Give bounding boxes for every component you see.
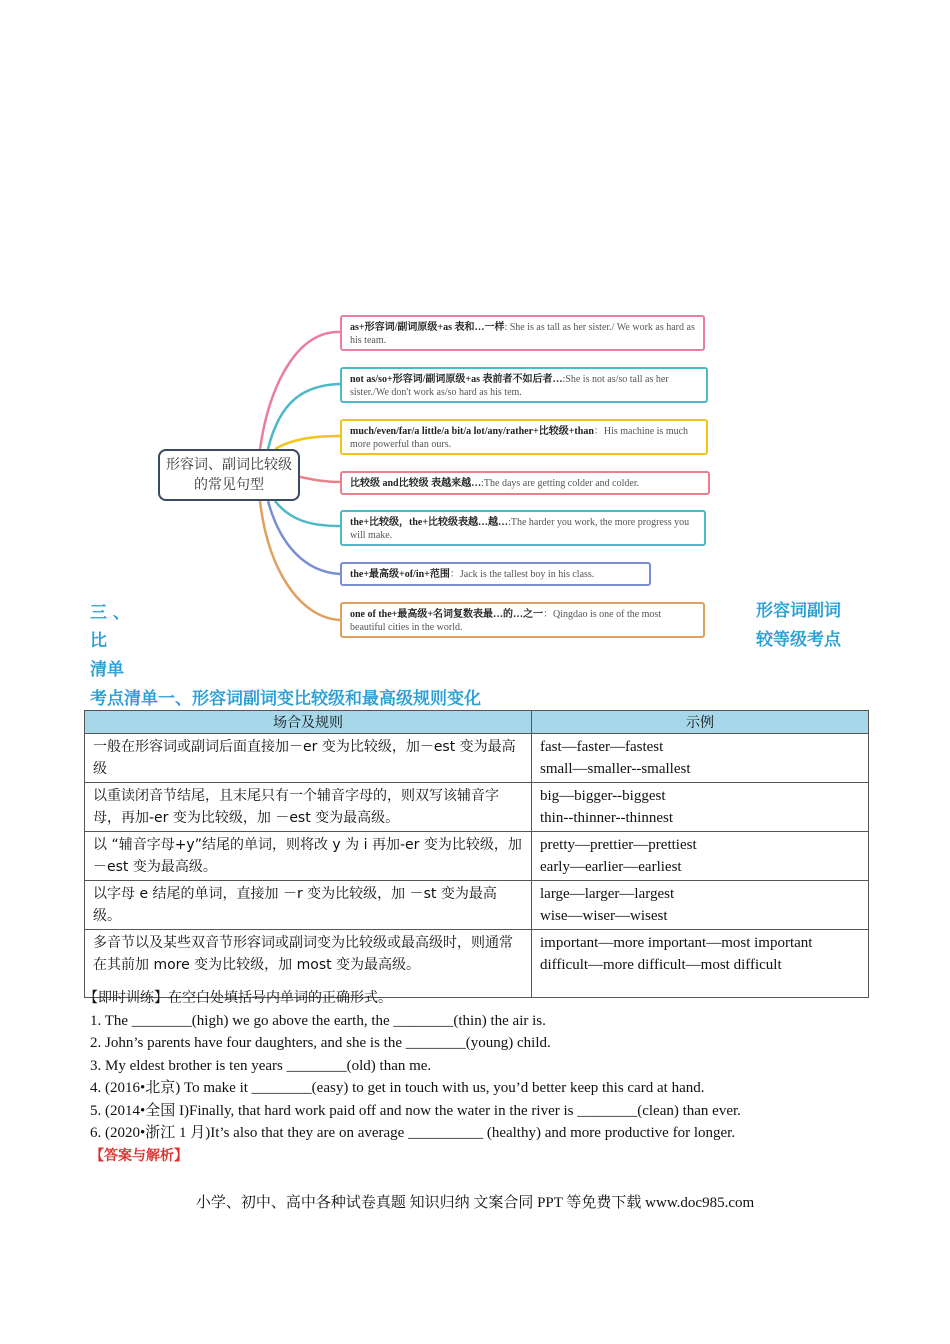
- practice-section: [84, 987, 890, 1167]
- branch-example: ：His machine is much more powerful than ours.: [350, 426, 689, 450]
- practice-item: 1. The ________(high) we go above the earth, the ________(thin) the air is.: [90, 1012, 546, 1029]
- mindmap-branch: [340, 510, 706, 546]
- example-line: thin--thinner--thinnest: [540, 810, 674, 826]
- example-line: wise—wiser—wisest: [540, 908, 668, 924]
- rule-cell: 多音节以及某些双音节形容词或副词变为比较级或最高级时，则通常在其前加 more 变为比较级，加 most 变为最高级。: [85, 930, 532, 998]
- branch-pattern: as+形容词/副词原级+as 表和…一样: [350, 322, 505, 333]
- branch-pattern: one of the+最高级+名词复数表最…的…之一: [350, 609, 544, 620]
- example-cell: [532, 881, 869, 930]
- branch-example: : She is as tall as her sister./ We work as hard as his team.: [350, 322, 695, 346]
- mindmap-center-node: 形容词、副词比较级的常见句型: [158, 449, 300, 501]
- answer-heading: 【答案与解析】: [90, 1147, 188, 1164]
- branch-pattern: not as/so+形容词/副词原级+as 表前者不如后者…: [350, 374, 563, 385]
- mindmap-branch: [340, 367, 708, 403]
- example-cell: [532, 783, 869, 832]
- branch-example: :She is not as/so tall as her sister./We don't work as/so hard as his tem.: [350, 374, 669, 398]
- branch-pattern: 比较级 and比较级 表越来越…: [350, 478, 482, 489]
- section-label-line1: 三 、: [90, 603, 130, 623]
- mindmap-branch: [340, 602, 705, 638]
- section-label-line2: 比: [90, 631, 107, 651]
- table-header-cell: 示例: [532, 711, 869, 734]
- example-line: pretty—prettier—prettiest: [540, 837, 697, 853]
- practice-item: 4. (2016•北京) To make it ________(easy) to get in touch with us, you’d better keep this card at hand.: [90, 1080, 705, 1096]
- example-line: fast—faster—fastest: [540, 739, 664, 755]
- example-line: early—earlier—earliest: [540, 859, 682, 875]
- practice-item: 2. John’s parents have four daughters, and she is the ________(young) child.: [90, 1035, 551, 1051]
- branch-example: :The days are getting colder and colder.: [481, 478, 640, 489]
- branch-pattern: the+比较级，the+比较级表越…越…: [350, 517, 509, 528]
- mindmap-branch: [340, 471, 710, 495]
- section-heading: 考点清单一、形容词副词变比较级和最高级规则变化: [90, 689, 481, 709]
- section-title-line1: 形容词副词: [756, 601, 841, 621]
- table-header-cell: 场合及规则: [85, 711, 532, 734]
- mindmap-branch: [340, 315, 705, 351]
- branch-example: :The harder you work, the more progress you will make.: [350, 517, 690, 541]
- branch-pattern: much/even/far/a little/a bit/a lot/any/rather+比较级+than: [350, 426, 594, 437]
- branch-pattern: the+最高级+of/in+范围: [350, 569, 450, 580]
- page-footer: 小学、初中、高中各种试卷真题 知识归纳 文案合同 PPT 等免费下载 www.doc985.com: [195, 1195, 755, 1211]
- table-row: [85, 832, 869, 881]
- mindmap-branch: [340, 419, 708, 455]
- example-line: difficult—more difficult—most difficult: [540, 957, 782, 973]
- branch-example: ：Qingdao is one of the most beautiful cities in the world.: [350, 609, 662, 633]
- rule-cell: 以字母 e 结尾的单词，直接加 －r 变为比较级，加 －st 变为最高级。: [85, 881, 532, 930]
- mindmap-branch: [340, 562, 651, 586]
- table-row: [85, 734, 869, 783]
- practice-item: 5. (2014•全国 I)Finally, that hard work paid off and now the water in the river is ________(clean) than ever.: [90, 1102, 741, 1119]
- rules-table: [84, 710, 869, 998]
- example-line: large—larger—largest: [540, 886, 675, 902]
- practice-intro: 【即时训练】在空白处填括号内单词的正确形式。: [84, 990, 392, 1006]
- practice-item: 6. (2020•浙江 1 月)It’s also that they are on average __________ (healthy) and more productive for longer.: [90, 1125, 736, 1141]
- example-line: important—more important—most important: [540, 935, 813, 951]
- table-row: [85, 881, 869, 930]
- table-row: [85, 783, 869, 832]
- rule-cell: 以 “辅音字母+y”结尾的单词，则将改 y 为 i 再加-er 变为比较级，加 －est 变为最高级。: [85, 832, 532, 881]
- practice-item: 3. My eldest brother is ten years ________(old) than me.: [90, 1057, 432, 1074]
- example-line: small—smaller--smallest: [540, 761, 691, 777]
- rule-cell: 一般在形容词或副词后面直接加－er 变为比较级，加－est 变为最高级: [85, 734, 532, 783]
- branch-example: ：Jack is the tallest boy in his class.: [449, 569, 595, 580]
- example-cell: [532, 832, 869, 881]
- example-line: big—bigger--biggest: [540, 788, 666, 804]
- example-cell: [532, 734, 869, 783]
- rule-cell: 以重读闭音节结尾，且末尾只有一个辅音字母的，则双写该辅音字母，再加-er 变为比较级，加 －est 变为最高级。: [85, 783, 532, 832]
- section-label-line3: 清单: [90, 660, 124, 680]
- section-title-line2: 较等级考点: [756, 630, 841, 650]
- table-header-row: [85, 711, 869, 734]
